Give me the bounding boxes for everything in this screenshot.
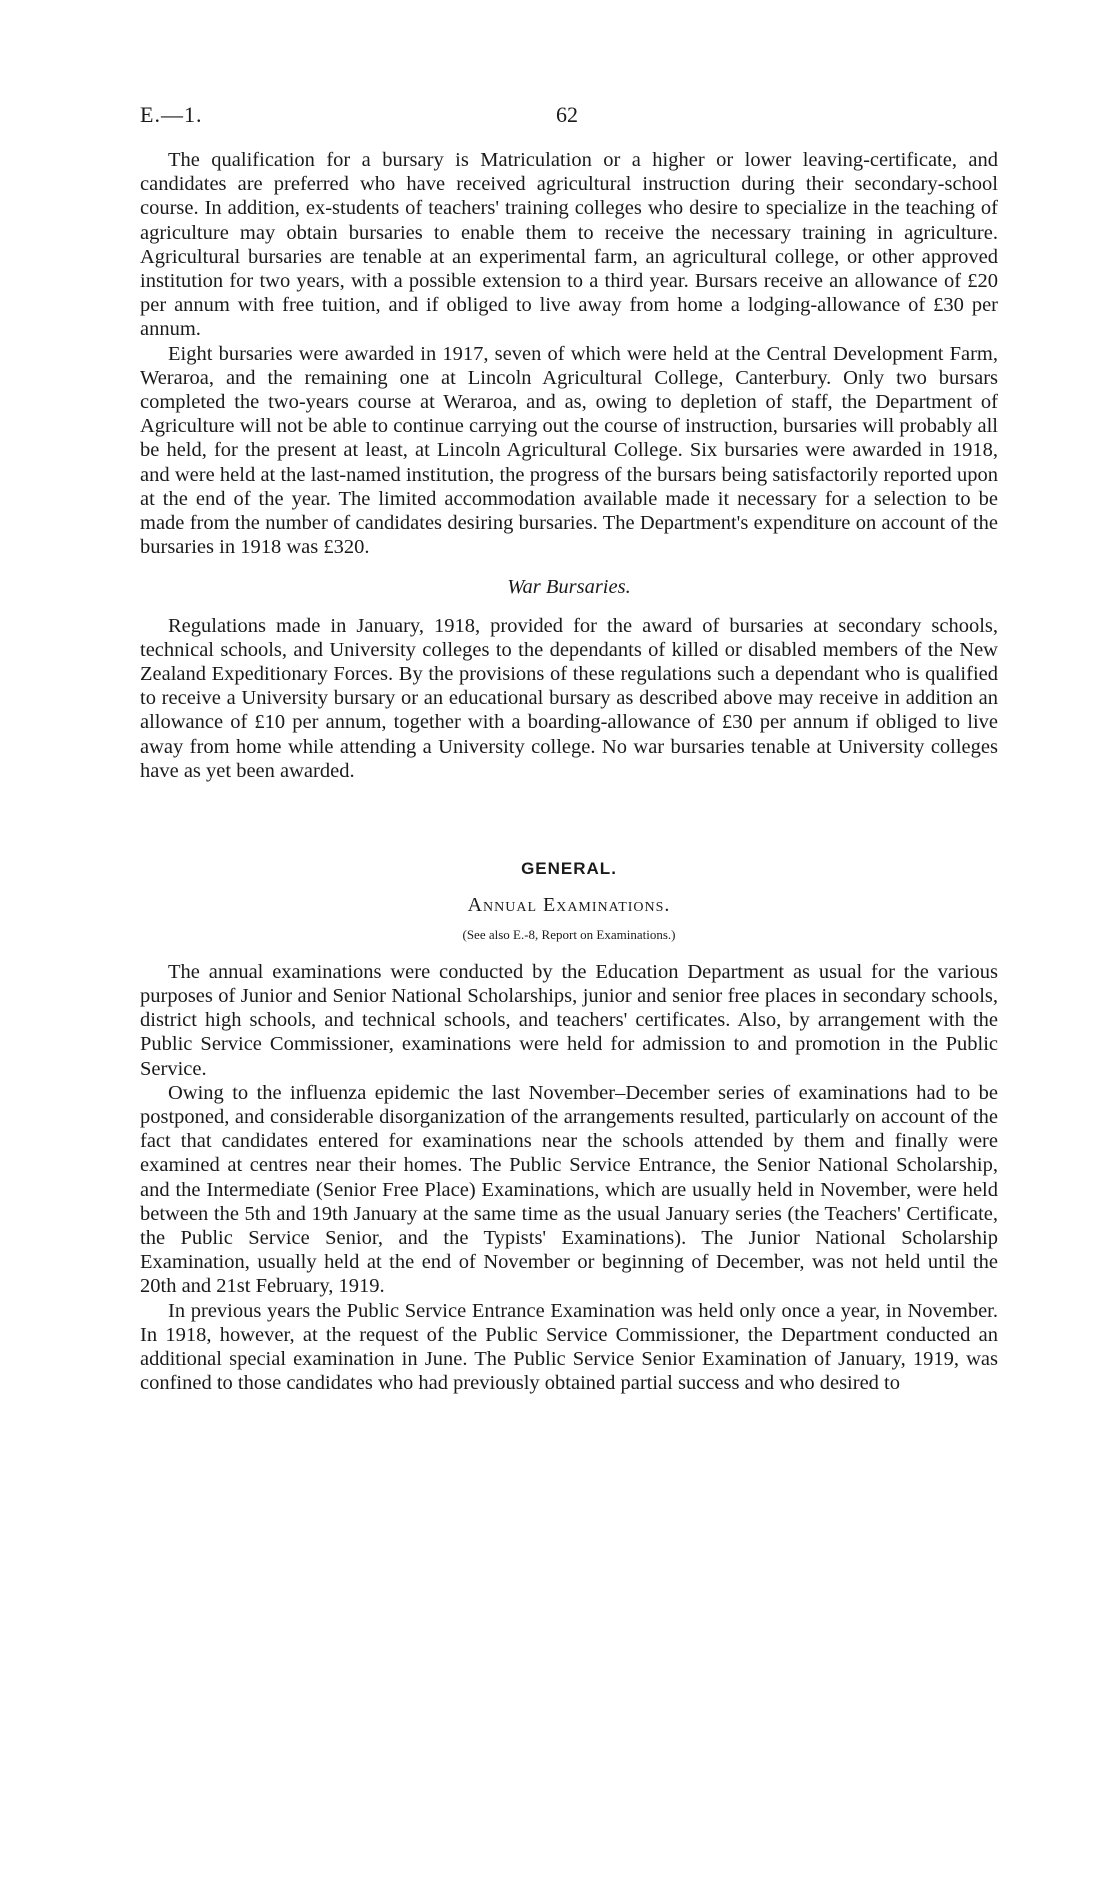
report-reference: E.—1. bbox=[140, 102, 203, 127]
paragraph-annual-examinations: The annual examinations were conducted by the Education Department as usual for the various purposes of Junior and Senior National Scholarships, junior and senior free places in secondary schools, district high schools, and technical schools, and teachers' certificates. Also, by arrangement with the Public Service Commissioner, examinations were held for admission to and promotion in the Public Service. bbox=[140, 960, 998, 1080]
war-bursaries-heading: War Bursaries. bbox=[507, 576, 631, 599]
document-body bbox=[140, 148, 998, 1395]
cross-reference-note: (See also E.-8, Report on Examinations.) bbox=[462, 927, 676, 943]
paragraph-bursary-qualification: The qualification for a bursary is Matriculation or a higher or lower leaving-certificate, and candidates are preferred who have received agricultural instruction during their secondary-school course. In addition, ex-students of teachers' training colleges who desire to specialize in the teaching of agriculture may obtain bursaries to enable them to receive the necessary training in agriculture. Agricultural bursaries are tenable at an experimental farm, an agricultural college, or other approved institution for two years, with a possible extension to a third year. Bursars receive an allowance of £20 per annum with free tuition, and if obliged to live away from home a lodging-allowance of £30 per annum. bbox=[140, 149, 998, 341]
section-title-general: GENERAL. bbox=[521, 859, 617, 879]
paragraph-influenza-epidemic: Owing to the influenza epidemic the last November–December series of examinations had to be postponed, and considerable disorganization of the arrangements resulted, particularly on account of the fact that candidates entered for examinations near the schools attended by them and finally were examined at centres near their homes. The Public Service Entrance, the Senior National Scholarship, and the Intermediate (Senior Free Place) Examinations, which are usually held in November, were held between the 5th and 19th January at the same time as the usual January series (the Teachers' Certificate, the Public Service Senior, and the Typists' Examinations). The Junior National Scholarship Examination, usually held at the end of November or beginning of December, was not held until the 20th and 21st February, 1919. bbox=[140, 1081, 998, 1298]
page-header bbox=[140, 102, 998, 132]
paragraph-bursaries-awarded: Eight bursaries were awarded in 1917, seven of which were held at the Central Development Farm, Weraroa, and the remaining one at Lincoln Agricultural College, Canterbury. Only two bursars completed the two-years course at Weraroa, and as, owing to depletion of staff, the Department of Agriculture will not be able to continue carrying out the course of instruction, bursaries will probably all be held, for the present at least, at Lincoln Agricultural College. Six bursaries were awarded in 1918, and were held at the last-named institution, the progress of the bursars being satisfactorily reported upon at the end of the year. The limited accommodation available made it necessary for a selection to be made from the number of candidates desiring bursaries. The Department's expenditure on account of the bursaries in 1918 was £320. bbox=[140, 342, 998, 559]
paragraph-previous-years: In previous years the Public Service Entrance Examination was held only once a year, in November. In 1918, however, at the request of the Public Service Commissioner, the Department conducted an additional special examination in June. The Public Service Senior Examination of January, 1919, was confined to those candidates who had previously obtained partial success and who desired to bbox=[140, 1299, 998, 1395]
annual-examinations-heading: Annual Examinations. bbox=[467, 894, 671, 917]
paragraph-war-bursaries: Regulations made in January, 1918, provided for the award of bursaries at secondary schools, technical schools, and University colleges to the dependants of killed or disabled members of the New Zealand Expeditionary Forces. By the provisions of these regulations such a dependant who is qualified to receive a University bursary or an educational bursary as described above may receive in addition an allowance of £10 per annum, together with a boarding-allowance of £30 per annum if obliged to live away from home while attending a University college. No war bursaries tenable at University colleges have as yet been awarded. bbox=[140, 614, 998, 782]
page-number: 62 bbox=[556, 102, 578, 127]
